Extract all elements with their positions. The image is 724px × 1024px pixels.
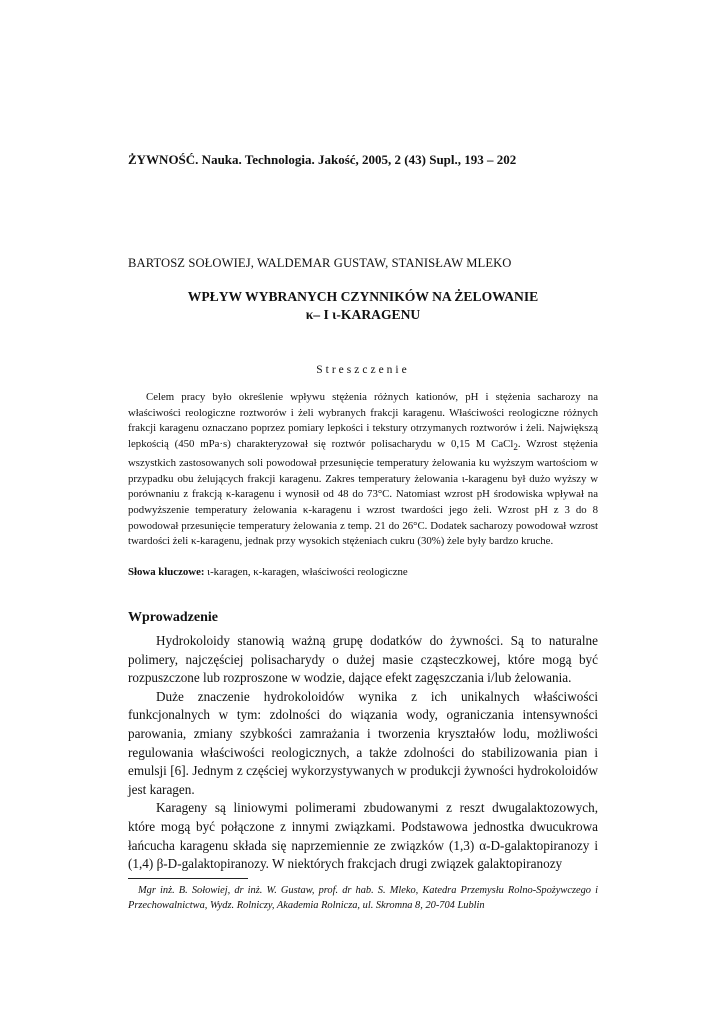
abstract-heading: Streszczenie: [316, 364, 410, 376]
abstract-subscript: 2: [513, 442, 518, 453]
footnote-rule: [128, 878, 248, 879]
keywords-label: Słowa kluczowe:: [128, 566, 205, 578]
abstract-text: [128, 390, 598, 550]
title-line-2: κ– I ι-KARAGENU: [305, 307, 421, 322]
article-title: [128, 288, 598, 324]
author-list: BARTOSZ SOŁOWIEJ, WALDEMAR GUSTAW, STANISŁAW MLEKO: [128, 256, 512, 270]
journal-citation: ŻYWNOŚĆ. Nauka. Technologia. Jakość, 2005, 2 (43) Supl., 193 – 202: [128, 152, 517, 167]
keywords: [128, 566, 598, 578]
section-heading-introduction: Wprowadzenie: [128, 610, 218, 625]
body-paragraph-1: Hydrokoloidy stanowią ważną grupę dodatków do żywności. Są to naturalne polimery, najczęściej polisacharydy o dużej masie cząsteczkowej, które mogą być rozpuszczone lub rozproszone w wodzie, dające efekt zagęszczania i/lub żelowania.: [128, 633, 598, 686]
body-paragraph-2: Duże znaczenie hydrokoloidów wynika z ich unikalnych właściwości funkcjonalnych w tym: zdolności do wiązania wody, ograniczania intensywności parowania, zmiany szybkości zamrażania i tworzenia kryształów lodu, możliwości regulowania właściwości reologicznych, a także zdolności do stabilizowania pian i emulsji [6]. Jednym z częściej wykorzystywanych w produkcji żywności hydrokoloidów jest karagen.: [128, 688, 598, 797]
author-affiliation-footnote: Mgr inż. B. Sołowiej, dr inż. W. Gustaw, prof. dr hab. S. Mleko, Katedra Przemysłu Rolno-Spożywczego i Przechowalnictwa, Wydz. Rolniczy, Akademia Rolnicza, ul. Skromna 8, 20-704 Lublin: [128, 885, 598, 911]
body-paragraph-3: Karageny są liniowymi polimerami zbudowanymi z reszt dwugalaktozowych, które mogą być połączone z innymi związkami. Podstawowa jednostka dwucukrowa łańcucha karagenu składa się naprzemiennie ze związków (1,3) α-D-galaktopiranozy i (1,4) β-D-galaktopiranozy. W niektórych frakcjach drugi związek galaktopiranozy: [128, 800, 598, 872]
keywords-value: ι-karagen, κ-karagen, właściwości reologiczne: [204, 566, 408, 578]
abstract-text-part-2: . Wzrost stężenia wszystkich zastosowanych soli powodował przesunięcie temperatury żelowania ku wyższym wartościom w przypadku obu żelujących frakcji karagenu. Zakres temperatury żelowania ι-karagenu był dużo wyższy w porównaniu z frakcją κ-karagenu i wynosił od 48 do 73°C. Natomiast wzrost pH środowiska wpływał na podwyższenie temperatury żelowania κ-karagenu i wzrost twardości jego żeli. Wzrost pH z 3 do 8 powodował przesunięcie temperatury żelowania z temp. 21 do 26°C. Dodatek sacharozy powodował wzrost twardości żeli κ-karagenu, jednak przy wysokich stężeniach cukru (30%) żele były bardzo kruche.: [128, 438, 598, 548]
introduction-body: [128, 632, 598, 874]
abstract-text-part-1: Celem pracy było określenie wpływu stężenia różnych kationów, pH i stężenia sacharozy na właściwości reologiczne roztworów i żeli wybranych frakcji karagenu. Właściwości reologiczne różnych frakcji karagenu oznaczano poprzez pomiary lepkości i tekstury otrzymanych roztworów i żeli. Największą lepkością (450 mPa·s) charakteryzował się roztwór polisacharydu w 0,15 M CaCl: [128, 391, 598, 451]
title-line-1: WPŁYW WYBRANYCH CZYNNIKÓW NA ŻELOWANIE: [187, 289, 539, 304]
